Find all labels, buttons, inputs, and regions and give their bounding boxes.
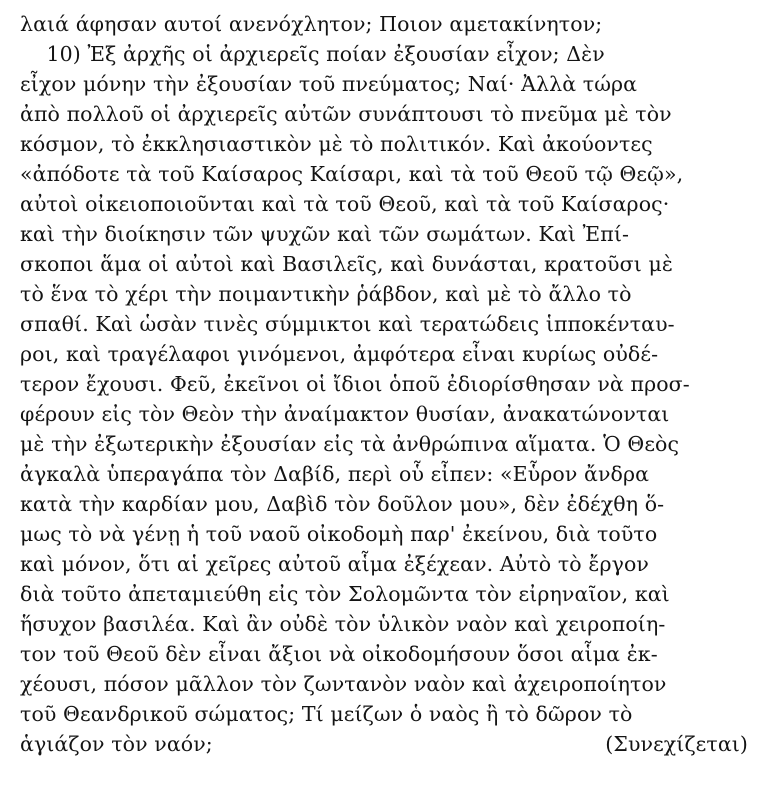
text-line: «ἀπόδοτε τὰ τοῦ Καίσαρος Καίσαρι, καὶ τὰ τοῦ Θεοῦ τῷ Θεῷ», (20, 162, 684, 186)
text-line: τὸ ἕνα τὸ χέρι τὴν ποιμαντικὴν ῥάβδον, καὶ μὲ τὸ ἄλλο τὸ (20, 282, 632, 306)
text-line: τον τοῦ Θεοῦ δὲν εἶναι ἄξιοι νὰ οἰκοδομήσουν ὅσοι αἷμα ἐκ- (20, 642, 658, 666)
text-line: σκοποι ἅμα οἱ αὐτοὶ καὶ Βασιλεῖς, καὶ δυνάσται, κρατοῦσι μὲ (20, 252, 673, 276)
text-line: μὲ τὴν ἐξωτερικὴν ἐξουσίαν εἰς τὰ ἀνθρώπινα αἵματα. Ὁ Θεὸς (20, 432, 680, 456)
text-line: φέρουν εἰς τὸν Θεὸν τὴν ἀναίμακτον θυσίαν, ἀνακατώνονται (20, 402, 670, 426)
text-line: ροι, καὶ τραγέλαφοι γινόμενοι, ἀμφότερα εἶναι κυρίως οὐδέ- (20, 342, 659, 366)
text-line: σπαθί. Καὶ ὡσὰν τινὲς σύμμικτοι καὶ τερατώδεις ἱπποκένταυ- (20, 312, 675, 336)
continued-note: (Συνεχίζεται) (605, 732, 748, 756)
text-line: ἀγκαλὰ ὑπεραγάπα τὸν Δαβίδ, περὶ οὗ εἶπεν: «Εὗρον ἄνδρα (20, 462, 650, 486)
text-line: κατὰ τὴν καρδίαν μου, Δαβὶδ τὸν δοῦλον μου», δὲν ἐδέχθη ὅ- (20, 492, 665, 516)
text-line: 10) Ἐξ ἀρχῆς οἱ ἀρχιερεῖς ποίαν ἐξουσίαν εἶχον; Δὲν (20, 42, 605, 66)
text-line: μως τὸ νὰ γένῃ ἡ τοῦ ναοῦ οἰκοδομὴ παρ' ἐκείνου, διὰ τοῦτο (20, 522, 658, 546)
text-line: τοῦ Θεανδρικοῦ σώματος; Τί μείζων ὁ ναὸς ἢ τὸ δῶρον τὸ (20, 702, 633, 726)
text-line: καὶ τὴν διοίκησιν τῶν ψυχῶν καὶ τῶν σωμάτων. Καὶ Ἐπί- (20, 222, 629, 246)
text-line: καὶ μόνον, ὅτι αἱ χεῖρες αὐτοῦ αἷμα ἐξέχεαν. Αὐτὸ τὸ ἔργον (20, 552, 649, 576)
text-line: χέουσι, πόσον μᾶλλον τὸν ζωντανὸν ναὸν καὶ ἀχειροποίητον (20, 672, 667, 696)
text-line: κόσμον, τὸ ἐκκλησιαστικὸν μὲ τὸ πολιτικόν. Καὶ ἀκούοντες (20, 132, 653, 156)
text-line: εἶχον μόνην τὴν ἐξουσίαν τοῦ πνεύματος; Ναί· Ἀλλὰ τώρα (20, 72, 638, 96)
text-line-final (20, 730, 748, 758)
text-line: ἥσυχον βασιλέα. Καὶ ἂν οὐδὲ τὸν ὑλικὸν ναὸν καὶ χειροποίη- (20, 612, 666, 636)
text-line: διὰ τοῦτο ἀπεταμιεύθη εἰς τὸν Σολομῶντα τὸν εἰρηναῖον, καὶ (20, 582, 670, 606)
text-line: τερον ἔχουσι. Φεῦ, ἐκεῖνοι οἱ ἴδιοι ὁποῦ ἐδιορίσθησαν νὰ προσ- (20, 372, 690, 396)
text-line: λαιά άφησαν αυτοί ανενόχλητον; Ποιον αμετακίνητον; (20, 12, 603, 36)
text-line: αὐτοὶ οἰκειοποιοῦνται καὶ τὰ τοῦ Θεοῦ, καὶ τὰ τοῦ Καίσαρος· (20, 192, 670, 216)
text-line: ἀπὸ πολλοῦ οἱ ἀρχιερεῖς αὐτῶν συνάπτουσι τὸ πνεῦμα μὲ τὸν (20, 102, 672, 126)
text-line: ἁγιάζον τὸν ναόν; (20, 732, 213, 756)
